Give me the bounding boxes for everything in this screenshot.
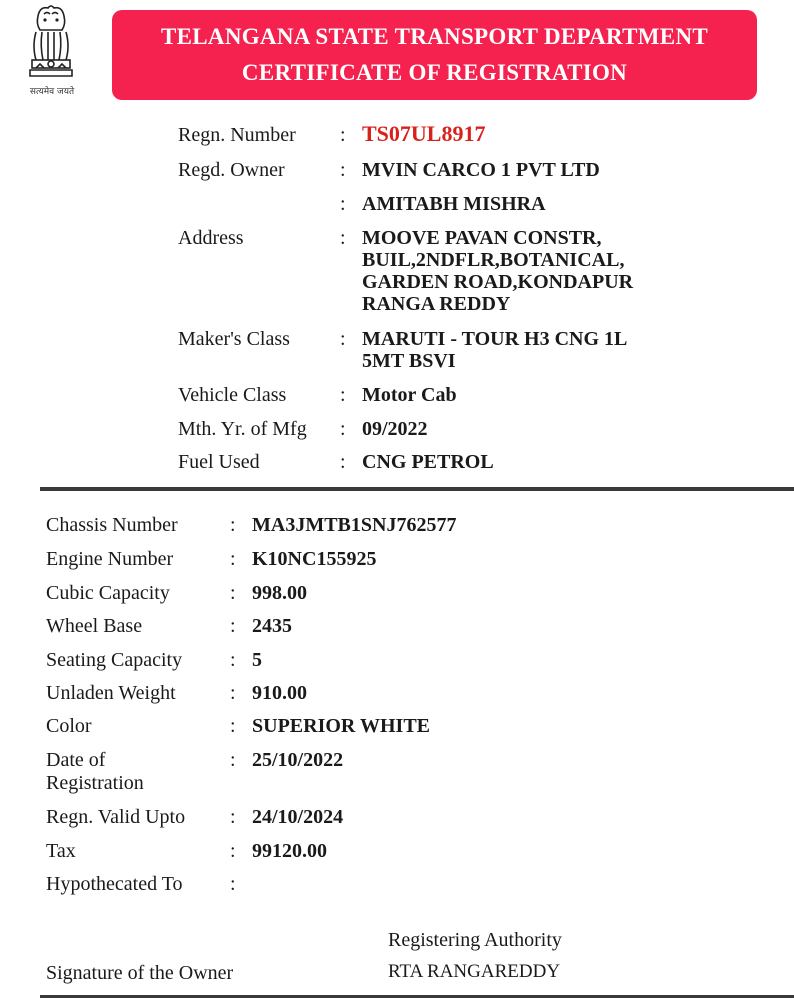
- fuel-value: CNG PETROL: [362, 451, 494, 473]
- separator: :: [230, 873, 236, 895]
- valid-upto-label: Regn. Valid Upto: [46, 806, 186, 828]
- separator: :: [340, 384, 346, 406]
- separator: :: [230, 806, 236, 828]
- separator: :: [340, 418, 346, 440]
- section-divider: [40, 487, 794, 491]
- wheel-base-label: Wheel Base: [46, 615, 143, 637]
- date-of-registration-label-line-2: Registration: [46, 772, 144, 794]
- seating-value: 5: [252, 649, 262, 671]
- tax-label: Tax: [46, 840, 76, 862]
- separator: :: [230, 582, 236, 604]
- tax-value: 99120.00: [252, 840, 327, 862]
- owner-signature-label: Signature of the Owner: [46, 962, 234, 984]
- address-line-3: GARDEN ROAD,KONDAPUR: [362, 271, 634, 293]
- cubic-capacity-label: Cubic Capacity: [46, 582, 170, 604]
- separator: :: [230, 649, 236, 671]
- separator: :: [230, 548, 236, 570]
- separator: :: [340, 124, 346, 146]
- emblem-motto: सत्यमेव जयते: [29, 87, 75, 97]
- separator: :: [230, 715, 236, 737]
- color-value: SUPERIOR WHITE: [252, 715, 431, 737]
- mfg-value: 09/2022: [362, 418, 428, 440]
- separator: :: [230, 514, 236, 536]
- makers-class-label: Maker's Class: [178, 328, 290, 350]
- vehicle-class-value: Motor Cab: [362, 384, 457, 406]
- chassis-value: MA3JMTB1SNJ762577: [252, 514, 457, 536]
- engine-label: Engine Number: [46, 548, 174, 570]
- certificate-header-banner: [112, 10, 757, 100]
- wheel-base-value: 2435: [252, 615, 292, 637]
- seating-label: Seating Capacity: [46, 649, 183, 671]
- unladen-weight-value: 910.00: [252, 682, 307, 704]
- separator: :: [230, 749, 236, 771]
- regn-number-value: TS07UL8917: [362, 121, 486, 146]
- regn-number-label: Regn. Number: [178, 124, 296, 146]
- hypothecated-label: Hypothecated To: [46, 873, 183, 895]
- owner-name-value: AMITABH MISHRA: [362, 193, 546, 215]
- separator: :: [230, 840, 236, 862]
- date-of-registration-value: 25/10/2022: [252, 749, 344, 771]
- color-label: Color: [46, 715, 92, 737]
- address-line-1: MOOVE PAVAN CONSTR,: [362, 227, 602, 249]
- registering-authority-name: RTA RANGAREDDY: [388, 961, 561, 982]
- mfg-label: Mth. Yr. of Mfg: [178, 418, 307, 440]
- makers-class-line-1: MARUTI - TOUR H3 CNG 1L: [362, 328, 628, 350]
- separator: :: [340, 159, 346, 181]
- regd-owner-label: Regd. Owner: [178, 159, 285, 181]
- date-of-registration-label-line-1: Date of: [46, 749, 106, 771]
- certificate-title: CERTIFICATE OF REGISTRATION: [241, 60, 628, 85]
- separator: :: [230, 682, 236, 704]
- separator: :: [340, 193, 346, 215]
- address-label: Address: [178, 227, 244, 249]
- engine-value: K10NC155925: [252, 548, 377, 570]
- makers-class-line-2: 5MT BSVI: [362, 350, 456, 372]
- address-line-2: BUIL,2NDFLR,BOTANICAL,: [362, 249, 625, 271]
- separator: :: [340, 227, 346, 249]
- valid-upto-value: 24/10/2024: [252, 806, 344, 828]
- separator: :: [340, 328, 346, 350]
- department-title: TELANGANA STATE TRANSPORT DEPARTMENT: [160, 24, 708, 49]
- separator: :: [230, 615, 236, 637]
- regd-owner-value: MVIN CARCO 1 PVT LTD: [362, 159, 600, 181]
- bottom-divider: [40, 995, 794, 998]
- cubic-capacity-value: 998.00: [252, 582, 307, 604]
- vehicle-class-label: Vehicle Class: [178, 384, 287, 406]
- chassis-label: Chassis Number: [46, 514, 178, 536]
- fuel-label: Fuel Used: [178, 451, 260, 473]
- unladen-weight-label: Unladen Weight: [46, 682, 176, 704]
- address-line-4: RANGA REDDY: [362, 293, 511, 315]
- registering-authority-title: Registering Authority: [388, 929, 562, 951]
- separator: :: [340, 451, 346, 473]
